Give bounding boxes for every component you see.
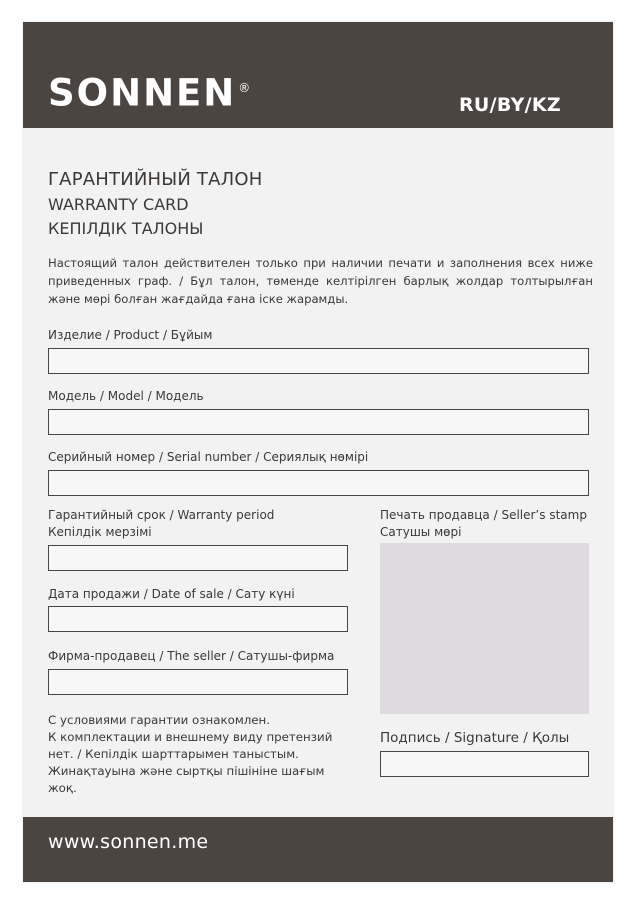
region-code: RU/BY/KZ	[458, 94, 561, 116]
product-field[interactable]	[48, 348, 589, 374]
title-kz: КЕПІЛДІК ТАЛОНЫ	[48, 219, 204, 238]
date-of-sale-label: Дата продажи / Date of sale / Сату күні	[48, 587, 295, 601]
stamp-area	[380, 543, 589, 714]
date-of-sale-field[interactable]	[48, 606, 348, 632]
stamp-label-kz: Сатушы мөрі	[380, 525, 462, 539]
ack-line-2: К комплектации и внешнему виду претензий	[48, 730, 333, 744]
model-label: Модель / Model / Модель	[48, 389, 204, 403]
serial-field[interactable]	[48, 470, 589, 496]
seller-label: Фирма-продавец / The seller / Сатушы-фирма	[48, 649, 335, 663]
title-ru: ГАРАНТИЙНЫЙ ТАЛОН	[48, 169, 263, 190]
warranty-card	[23, 22, 613, 882]
acknowledgement-text	[48, 712, 348, 797]
signature-field[interactable]	[380, 751, 589, 777]
seller-field[interactable]	[48, 669, 348, 695]
warranty-period-label-kz: Кепілдік мерзімі	[48, 525, 152, 539]
signature-label: Подпись / Signature / Қолы	[380, 730, 570, 746]
product-label: Изделие / Product / Бұйым	[48, 328, 213, 342]
intro-text: Настоящий талон действителен только при наличии печати и заполнения всех ниже приведенных граф. / Бұл талон, төменде келтірілген барлық жолдар толтырылған және мөрі болған жағдайда ғана іске жарамды.	[48, 256, 593, 306]
model-field[interactable]	[48, 409, 589, 435]
serial-label: Серийный номер / Serial number / Сериялық нөмірі	[48, 450, 369, 464]
title-en: WARRANTY CARD	[48, 195, 189, 214]
stamp-label: Печать продавца / Seller’s stamp	[380, 508, 587, 522]
warranty-period-field[interactable]	[48, 545, 348, 571]
ack-line-4: Жинақтауына және сыртқы пішініне шағым жоқ.	[48, 764, 325, 795]
ack-line-3: нет. / Кепілдік шарттарымен таныстым.	[48, 747, 299, 761]
warranty-period-label: Гарантийный срок / Warranty period	[48, 508, 275, 522]
website-link[interactable]: www.sonnen.me	[48, 831, 209, 853]
brand-logo: SONNEN ®	[48, 71, 253, 115]
ack-line-1: С условиями гарантии ознакомлен.	[48, 713, 270, 727]
